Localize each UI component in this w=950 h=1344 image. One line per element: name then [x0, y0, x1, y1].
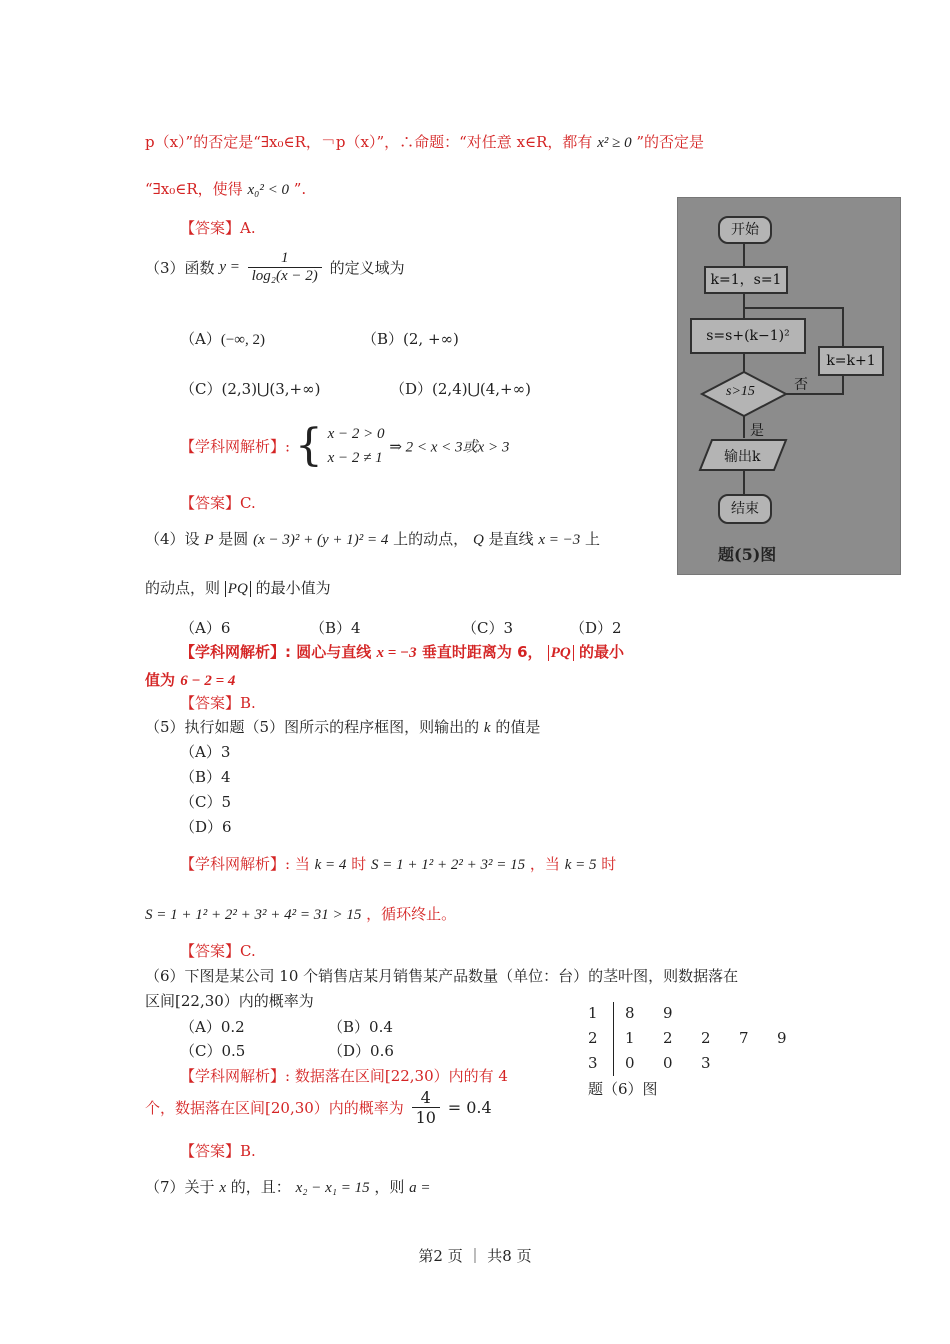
- q7-text2: 的，且：: [230, 1178, 291, 1196]
- q4-q: Q: [472, 532, 484, 548]
- q7-eq: x₂ − x₁ = 15: [295, 1180, 370, 1196]
- flow-decision-shape: [678, 368, 900, 428]
- q3-opt-a-label: （A）: [180, 330, 221, 348]
- q5-a5: ，循环终止。: [366, 905, 457, 923]
- flow-cond: s>15: [726, 384, 755, 399]
- flow-output: 输出k: [724, 449, 761, 465]
- leaf-value: 0: [625, 1054, 635, 1072]
- q3-opt-d-label: （D）: [390, 380, 433, 398]
- flow-update: s=s+(k−1)²: [690, 318, 806, 354]
- q4-text3: 上的动点，: [393, 530, 469, 548]
- q7-a: a =: [409, 1180, 431, 1196]
- q3-option-a: [180, 328, 265, 349]
- q4-text6: 的动点，则: [145, 579, 221, 597]
- q4-analysis-line: x = −3: [376, 645, 417, 661]
- q5-k: k: [483, 720, 491, 736]
- leaf-value: 1: [625, 1029, 635, 1047]
- q3-opt-c-label: （C）: [180, 380, 222, 398]
- q4-option-c: （C）3: [462, 619, 514, 637]
- q3-option-c: [180, 378, 320, 399]
- l2-end: ”.: [293, 180, 307, 198]
- q6-analysis2: 个，数据落在区间[20,30）内的概率为: [145, 1099, 404, 1117]
- q3-opt-c-value: (2,3)⋃(3,+∞): [221, 380, 321, 398]
- q5-a3: ，当: [529, 855, 560, 873]
- q5-a3m: k = 5: [564, 857, 597, 873]
- q2-continuation-line-1: [145, 131, 704, 152]
- q5-option-b: （B）4: [180, 768, 231, 786]
- q3-opt-b-value: (2, +∞): [403, 330, 459, 348]
- q5-option-c: （C）5: [180, 793, 232, 811]
- flow-inc: k=k+1: [818, 346, 884, 376]
- q3-sys-2: x − 2 ≠ 1: [327, 450, 383, 466]
- q6-option-d: （D）0.6: [328, 1042, 394, 1060]
- q3-num: 1: [248, 250, 322, 268]
- system-brace: {: [294, 420, 323, 471]
- q5-analysis-label: 【学科网解析】:: [180, 855, 291, 873]
- leaf-value: 0: [663, 1054, 673, 1072]
- q4-text4: 是直线: [488, 530, 534, 548]
- q3-analysis: [180, 422, 509, 470]
- q5-a5m: S = 1 + 1² + 2² + 3² + 4² = 31 > 15: [145, 907, 362, 923]
- answer-q5: 【答案】C.: [180, 942, 256, 960]
- flow-output-shape: [678, 436, 900, 476]
- q4-analysis-line-2: [145, 669, 235, 690]
- page-footer: 第2 页 ｜ 共8 页: [418, 1247, 532, 1265]
- q6-analysis-line-2: [145, 1088, 492, 1127]
- q4-option-d: （D）2: [570, 619, 622, 637]
- flow-caption: 题(5)图: [718, 545, 777, 564]
- q5-a4: 时: [601, 855, 617, 873]
- q4-line: x = −3: [538, 532, 581, 548]
- q5-a2m: S = 1 + 1² + 2² + 3² = 15: [371, 857, 526, 873]
- q7-text1: （7）关于: [145, 1178, 215, 1196]
- q4-analysis-line-1: [180, 641, 624, 662]
- q6-stem-line-2: 区间[22,30）内的概率为: [145, 992, 314, 1010]
- q3-option-b: [362, 328, 459, 349]
- l1-math: x² ≥ 0: [597, 135, 632, 151]
- q5-analysis-line-2: [145, 903, 456, 924]
- q6-den: 10: [415, 1108, 436, 1127]
- q7-x: x: [219, 1180, 226, 1196]
- q5-analysis-line-1: [180, 853, 616, 874]
- q6-analysis-label: 【学科网解析】:: [180, 1067, 291, 1085]
- answer-q4: 【答案】B.: [180, 694, 256, 712]
- q3-system: [328, 422, 385, 470]
- answer-q2: 【答案】A.: [180, 219, 256, 237]
- q6-fraction: [412, 1088, 440, 1127]
- q3-option-d: [390, 378, 531, 399]
- q6-analysis1: 数据落在区间[22,30）内的有 4: [294, 1067, 508, 1085]
- stem-value: 1: [588, 1004, 598, 1022]
- q5-text2: 的值是: [495, 718, 541, 736]
- q4-text5: 上: [585, 530, 601, 548]
- flow-init: k=1，s=1: [704, 266, 788, 294]
- q6-option-c: （C）0.5: [180, 1042, 246, 1060]
- q4-analysis4: 值为: [145, 671, 176, 689]
- q4-text2: 是圆: [218, 530, 249, 548]
- q4-analysis1: 圆心与直线: [296, 643, 372, 661]
- q3-analysis-label: 【学科网解析】:: [180, 437, 291, 456]
- q6-stem-line-1: （6）下图是某公司 10 个销售店某月销售某产品数量（单位：台）的茎叶图，则数据落在: [145, 967, 739, 985]
- q6-num: 4: [412, 1088, 440, 1108]
- leaf-value: 9: [663, 1004, 673, 1022]
- q3-opt-d-value: (2,4)⋃(4,+∞): [432, 380, 531, 398]
- q4-text1: （4）设: [145, 530, 200, 548]
- q4-stem-line-2: [145, 577, 331, 598]
- q6-option-b: （B）0.4: [328, 1018, 393, 1036]
- flow-no: 否: [794, 377, 808, 393]
- stem-leaf-caption: 题（6）图: [588, 1080, 658, 1098]
- q3-sys-1: x − 2 > 0: [327, 426, 385, 442]
- q3-lhs: y =: [219, 259, 240, 275]
- leaf-value: 2: [701, 1029, 711, 1047]
- l1-end: ”的否定是: [636, 133, 705, 151]
- q3-fraction: [248, 250, 322, 285]
- q3-den: log₂(x − 2): [251, 268, 318, 284]
- q4-analysis-label: 【学科网解析】:: [180, 643, 291, 661]
- q4-option-a: （A）6: [180, 619, 231, 637]
- q3-result: ⇒ 2 < x < 3或x > 3: [389, 439, 510, 456]
- q6-option-a: （A）0.2: [180, 1018, 245, 1036]
- leaf-value: 2: [663, 1029, 673, 1047]
- q3-opt-a-value: (−∞, 2): [220, 332, 265, 348]
- q2-continuation-line-2: [145, 178, 306, 199]
- flow-start: 开始: [718, 216, 772, 244]
- leaf-value: 3: [701, 1054, 711, 1072]
- flow-end: 结束: [718, 494, 772, 524]
- q5-option-a: （A）3: [180, 743, 231, 761]
- q4-pq: PQ: [225, 581, 251, 597]
- leaf-value: 9: [777, 1029, 787, 1047]
- l2-start: “∃x₀∈R，使得: [145, 180, 243, 198]
- q5-stem: [145, 716, 540, 737]
- q7-stem: [145, 1176, 431, 1197]
- answer-q6: 【答案】B.: [180, 1142, 256, 1160]
- q3-prefix: （3）函数: [145, 259, 215, 277]
- q5-a1m: k = 4: [314, 857, 347, 873]
- flowchart-figure: [677, 197, 901, 575]
- q4-analysis2: 垂直时距离为 6，: [421, 643, 543, 661]
- q5-a2: 时: [351, 855, 367, 873]
- q4-text7: 的最小值为: [255, 579, 331, 597]
- q5-text1: （5）执行如题（5）图所示的程序框图，则输出的: [145, 718, 480, 736]
- q4-stem-line-1: [145, 528, 600, 549]
- q4-analysis-val: 6 − 2 = 4: [180, 673, 236, 689]
- q6-analysis-line-1: [180, 1065, 508, 1086]
- l1-text: p（x）”的否定是“∃x₀∈R，￢p（x）”，∴命题：“对任意 x∈R，都有: [145, 133, 593, 151]
- q7-text3: ，则: [374, 1178, 405, 1196]
- q5-a1: 当: [294, 855, 310, 873]
- q4-option-b: （B）4: [310, 619, 361, 637]
- l2-math: x₀² < 0: [247, 182, 289, 198]
- answer-q3: 【答案】C.: [180, 494, 256, 512]
- q6-res: = 0.4: [447, 1098, 492, 1117]
- q4-analysis3: 的最小: [579, 643, 625, 661]
- leaf-value: 8: [625, 1004, 635, 1022]
- q3-suffix: 的定义域为: [329, 259, 405, 277]
- q4-p: P: [204, 532, 214, 548]
- q3-stem: [145, 250, 405, 285]
- q5-option-d: （D）6: [180, 818, 232, 836]
- leaf-value: 7: [739, 1029, 749, 1047]
- q3-opt-b-label: （B）: [362, 330, 404, 348]
- q4-circle: (x − 3)² + (y + 1)² = 4: [253, 532, 389, 548]
- q4-analysis-pq: PQ: [548, 645, 574, 661]
- stem-value: 2: [588, 1029, 598, 1047]
- stem-divider: [613, 1002, 614, 1076]
- flow-yes: 是: [750, 423, 764, 439]
- stem-value: 3: [588, 1054, 598, 1072]
